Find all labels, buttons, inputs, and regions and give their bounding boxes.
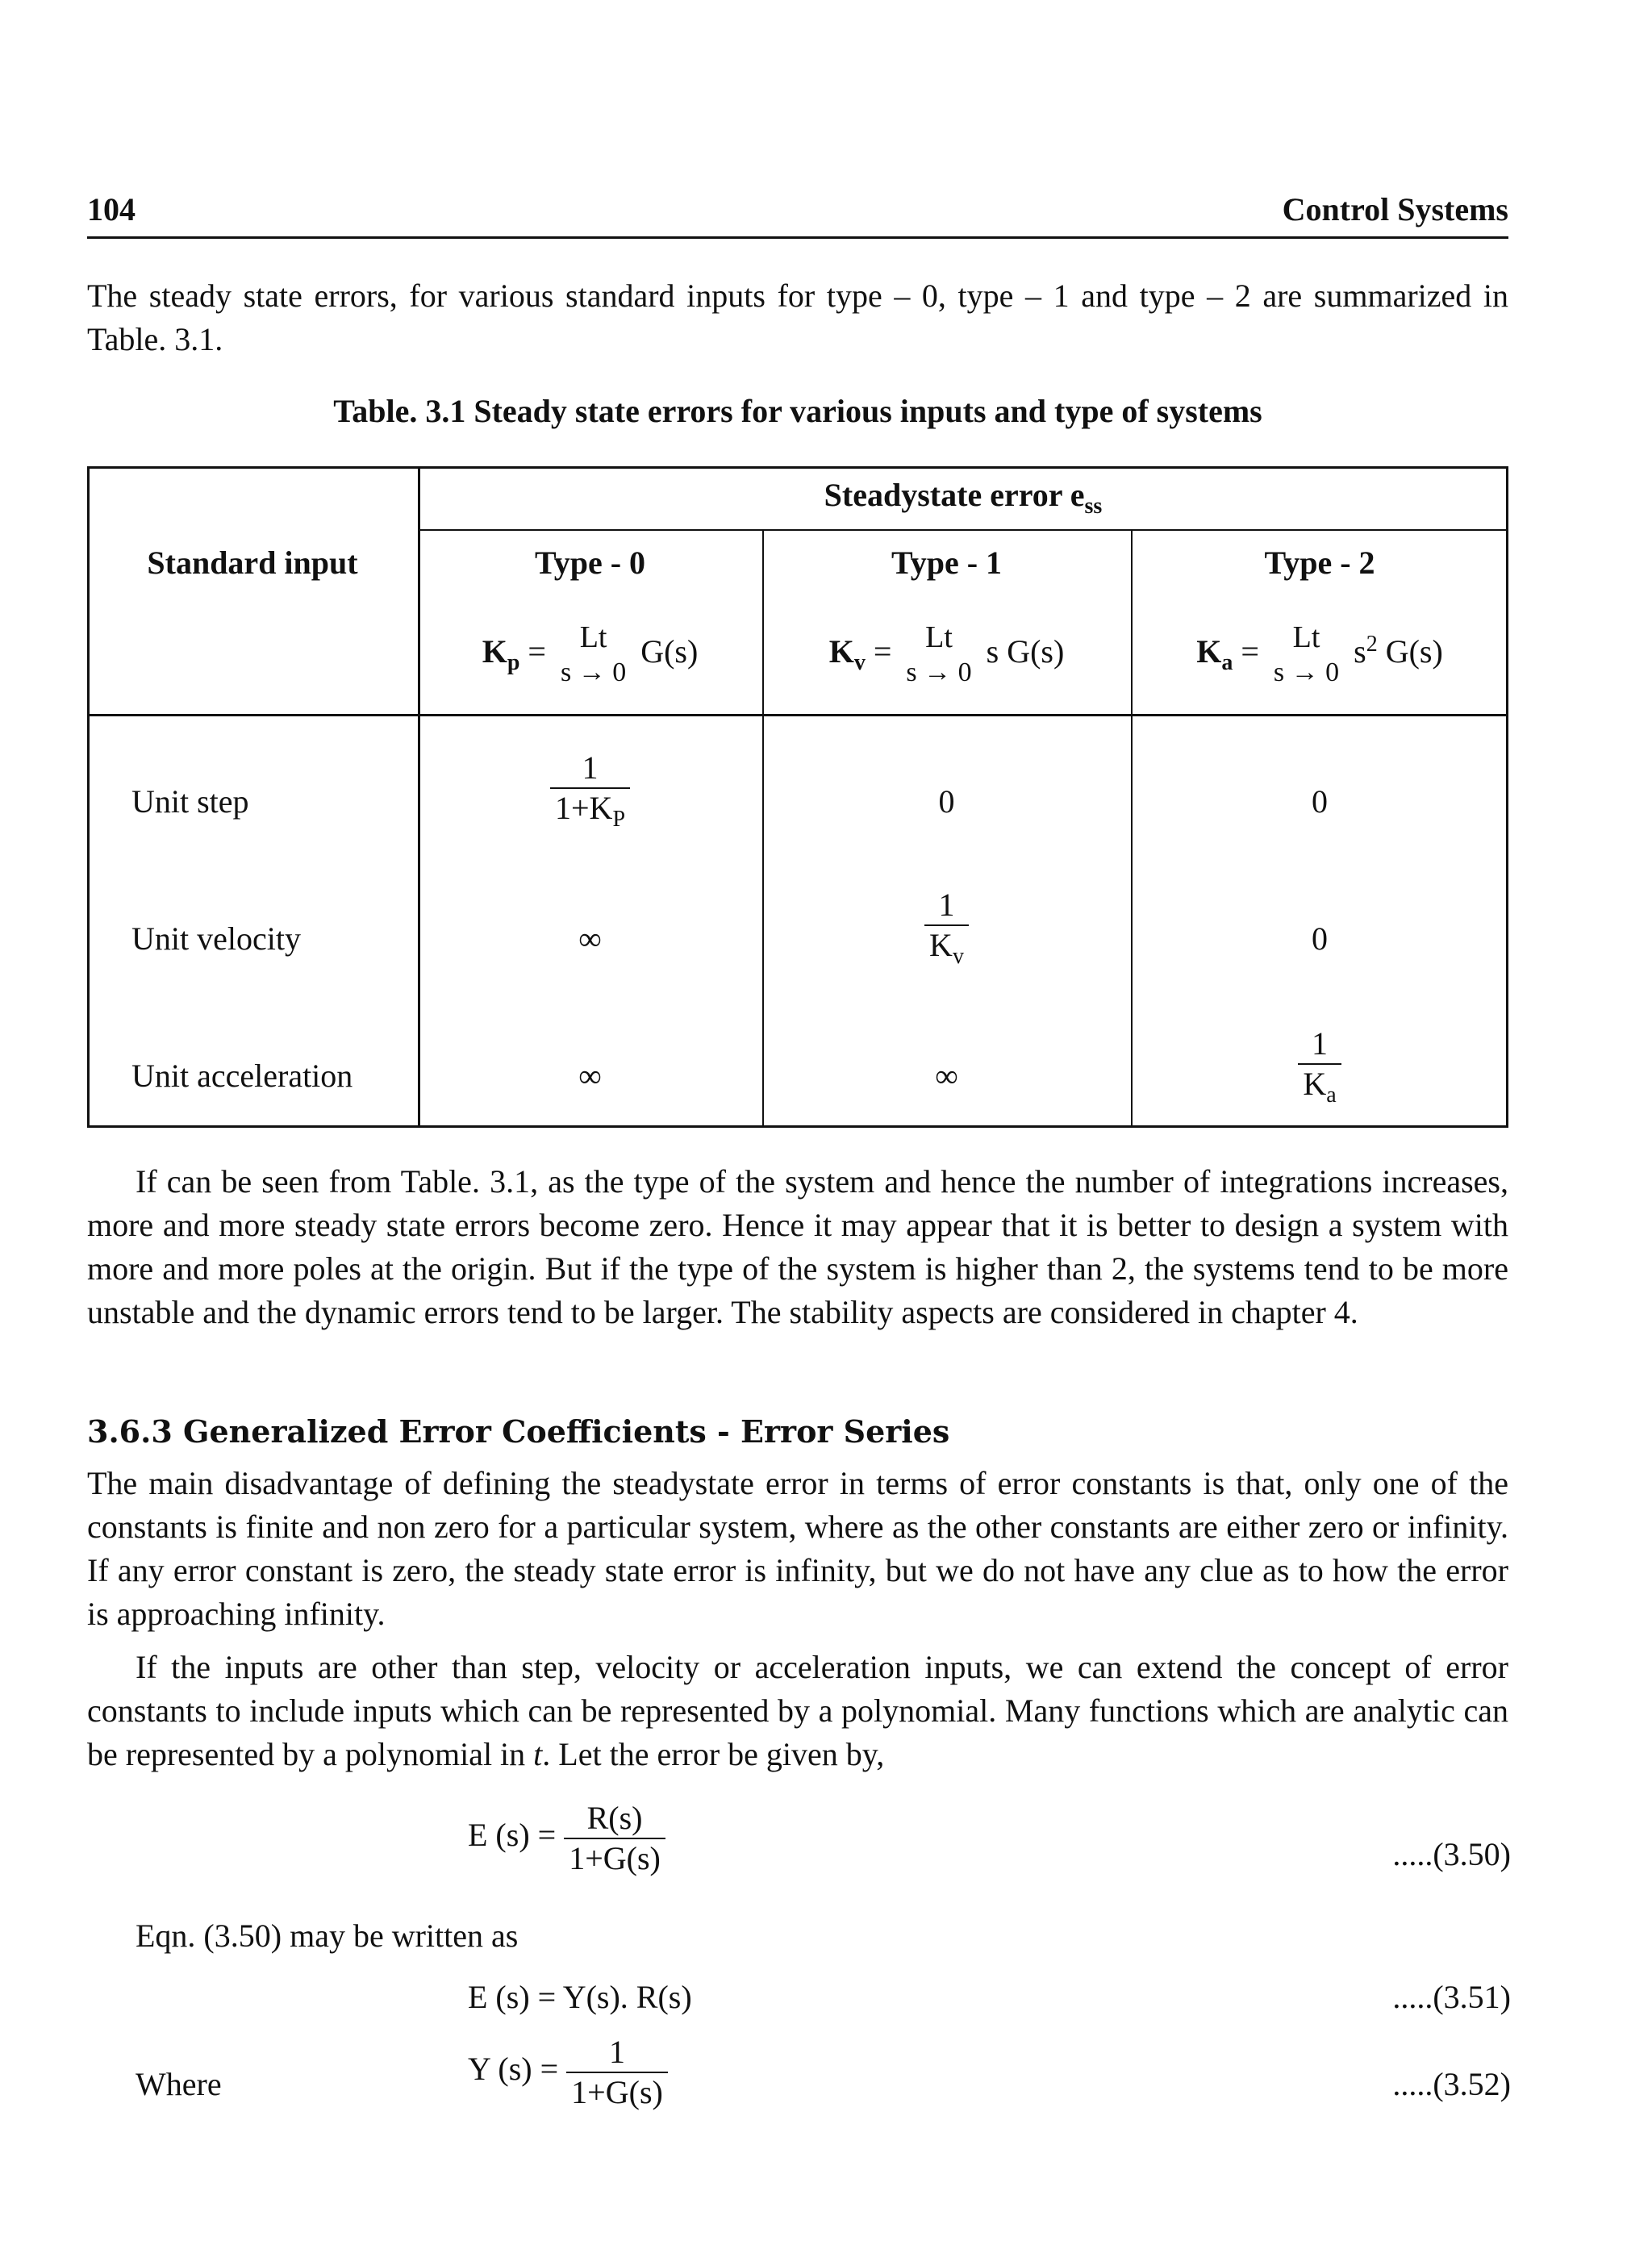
row-input-unit-acceleration: Unit acceleration — [131, 1058, 353, 1094]
velocity-type0-value: ∞ — [578, 920, 602, 957]
equation-3-50: E (s) = $\frac{R(s)}{1+G(s)}$ — [468, 1799, 665, 1878]
equation-3-52: Y (s) = $\frac{1}{1+G(s)}$ — [468, 2033, 668, 2112]
equation-number-3-52: .....(3.52) — [1392, 2066, 1511, 2102]
col-header-type0: Type - 0 — [534, 545, 646, 581]
row-input-unit-step: Unit step — [131, 783, 249, 820]
steady-state-error-table — [87, 466, 1508, 1128]
header-rule — [87, 236, 1508, 239]
col-header-input: Standard input — [147, 545, 358, 581]
disadvantage-paragraph: The main disadvantage of defining the steadystate error in terms of error constants is that, only one of the constants is finite and non zero for a particular system, where as the other constants are either zero or infinity. If any error constant is zero, the steady state error is infinity, but we do not have any clue as to how the error is approaching infinity. — [87, 1465, 1508, 1632]
acceleration-type1-value: ∞ — [935, 1058, 958, 1094]
table-border-top — [87, 466, 1508, 469]
acceleration-type0-value: ∞ — [578, 1058, 602, 1094]
col-header-type2: Type - 2 — [1264, 545, 1375, 581]
step-type0-value: $\frac{1}{1+K_P}$ — [418, 749, 762, 839]
section-heading: 3.6.3 Generalized Error Coefficients - Error Series — [87, 1413, 950, 1450]
running-title: Control Systems — [1282, 191, 1508, 227]
discussion-paragraph: If can be seen from Table. 3.1, as the type of the system and hence the number of integrations increases, more and more steady state errors become zero. Hence it may appear that it is better to design a system with more and more poles at the origin. But if the type of the system is higher than 2, the systems tend to be more unstable and the dynamic errors tend to be larger. The stability aspects are considered in chapter 4. — [87, 1163, 1508, 1330]
table-border-bottom — [87, 1125, 1508, 1128]
kv-definition: $K_v$ = Lt s → 0 s G(s) — [828, 620, 1065, 687]
row-input-unit-velocity: Unit velocity — [131, 920, 301, 957]
velocity-type1-value: $\frac{1}{K_v}$ — [762, 886, 1131, 976]
equation-note: Eqn. (3.50) may be written as — [136, 1918, 519, 1954]
equation-number-3-51: .....(3.51) — [1392, 1979, 1511, 2015]
table-caption: Table. 3.1 Steady state errors for various inputs and type of systems — [333, 393, 1262, 429]
intro-paragraph: The steady state errors, for various standard inputs for type – 0, type – 1 and type – 2 are summarized in Table. 3.1. — [87, 278, 1508, 357]
polynomial-paragraph: If the inputs are other than step, velocity or acceleration inputs, we can extend the concept of error constants to include inputs which can be represented by a polynomial. Many functions which are analytic can be represented by a polynomial in t. Let the error be given by, — [87, 1649, 1508, 1772]
step-type1-value: 0 — [938, 783, 955, 820]
step-type2-value: 0 — [1312, 783, 1328, 820]
acceleration-type2-value: $\frac{1}{K_a}$ — [1131, 1024, 1508, 1115]
header-body-divider — [87, 714, 1508, 716]
group-header-divider — [418, 529, 1508, 531]
where-label: Where — [136, 2066, 222, 2102]
group-header: Steadystate error $e_{ss}$ — [824, 477, 1103, 519]
kp-definition: $K_p$ = Lt s → 0 G(s) — [482, 620, 699, 687]
page-number: 104 — [87, 191, 136, 227]
equation-number-3-50: .....(3.50) — [1392, 1836, 1511, 1872]
ka-definition: $K_a$ = Lt s → 0 $s^2$ G(s) — [1196, 620, 1443, 687]
col-header-type1: Type - 1 — [891, 545, 1003, 581]
equation-3-51: E (s) = Y(s). R(s) — [468, 1979, 692, 2015]
velocity-type2-value: 0 — [1312, 920, 1328, 957]
